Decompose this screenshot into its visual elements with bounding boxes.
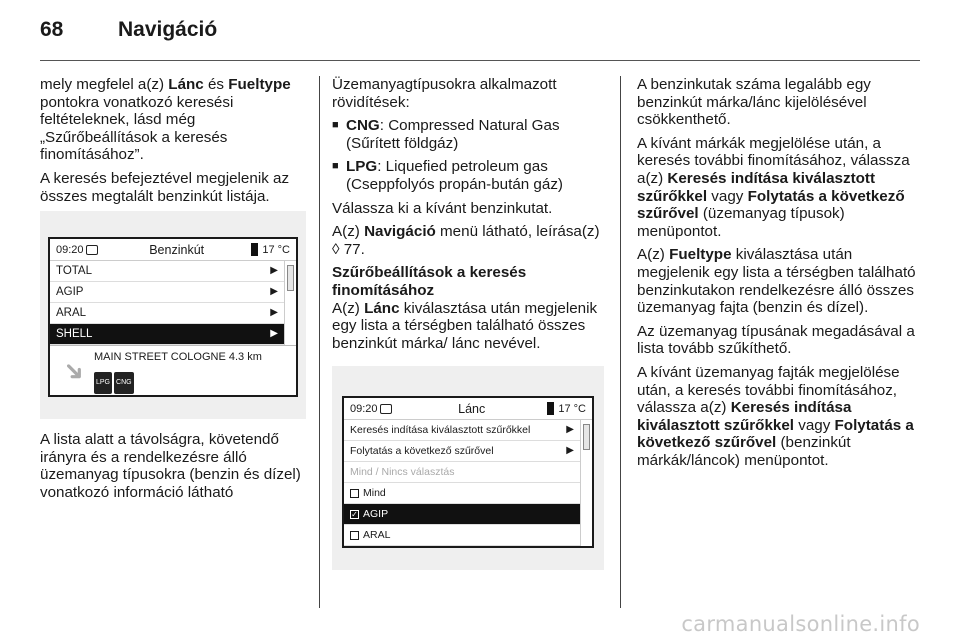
status-bar — [344, 398, 592, 420]
bullet-cng: ■ CNG: Compressed Natural Gas (Sűrített földgáz) — [332, 117, 560, 152]
scrollbar-thumb[interactable] — [583, 424, 590, 450]
screen-title: Benzinkút — [149, 242, 205, 257]
screenshot-benzinkut — [40, 211, 306, 419]
start-filtered-search-item[interactable]: Keresés indítása kiválasztott szűrőkkel ▶ — [344, 420, 580, 441]
list-item[interactable]: TOTAL ▶ — [50, 261, 284, 282]
screenshot-lanc — [332, 366, 604, 570]
clock-icon — [86, 245, 98, 255]
header-divider — [40, 60, 920, 61]
watermark: carmanualsonline.info — [681, 612, 920, 636]
checkbox-checked-icon: ✓ — [351, 509, 358, 519]
chevron-right-icon: ▶ — [270, 307, 278, 319]
section-heading: Szűrőbeállítások a keresés finomításához — [332, 264, 527, 299]
clock-icon — [380, 404, 392, 414]
paragraph-select-station: Válassza ki a kívánt benzinkutat. — [332, 199, 553, 217]
station-address: MAIN STREET COLOGNE 4.3 km — [94, 351, 262, 364]
list-item-selected[interactable]: SHELL ▶ — [50, 324, 284, 345]
screen-title: Lánc — [458, 401, 486, 416]
paragraph-fuel-select: A kívánt üzemanyag fajták megjelölése után, a keresés további finomításához, válassza a(z) Keresés indítása kiválasztott szűrőkkel vagy Folytatás a következő szűrővel (benzinkút márkák/láncok) menüpontot. — [637, 363, 914, 469]
chevron-right-icon: ▶ — [566, 445, 574, 457]
clock-time: 09:20 — [56, 243, 84, 256]
page-number: 68 — [40, 18, 64, 41]
paragraph-narrow: Az üzemanyag típusának megadásával a lista tovább szűkíthető. — [637, 322, 915, 358]
phone-icon — [251, 243, 258, 256]
continue-next-filter-item[interactable]: Folytatás a következő szűrővel ▶ — [344, 441, 580, 462]
column-divider — [319, 76, 320, 608]
temperature: 17 °C — [558, 402, 586, 415]
checkbox-item-aral[interactable]: ARAL — [344, 525, 580, 546]
paragraph-fueltype: A(z) Fueltype kiválasztása után megjelenik egy lista a térségben található benzinkutakon rendelkezésre álló összes üzemanyag fajta (benzin és dízel). — [637, 246, 916, 317]
temperature: 17 °C — [262, 243, 290, 256]
list-item[interactable]: AGIP ▶ — [50, 282, 284, 303]
phone-icon — [547, 402, 554, 415]
chevron-right-icon: ▶ — [270, 265, 278, 277]
checkbox-icon — [350, 489, 359, 498]
chevron-right-icon: ▶ — [270, 286, 278, 298]
paragraph-brand-select: A kívánt márkák megjelölése után, a keresés további finomításához, válassza a(z) Keresés indítása kiválasztott szűrőkkel vagy Folytatás a következő szűrővel (üzemanyag típusok) menüpontot. — [637, 134, 910, 240]
page-header — [40, 18, 217, 48]
display-lanc — [342, 396, 594, 548]
paragraph-nav-menu: A(z) Navigáció menü látható, leírása(z) ◊ 77. — [332, 223, 600, 258]
station-info — [50, 345, 296, 395]
lpg-badge: LPG — [94, 372, 112, 394]
list-item[interactable]: ARAL ▶ — [50, 303, 284, 324]
column-1 — [40, 76, 306, 508]
clock-time: 09:20 — [350, 402, 378, 415]
column-2 — [332, 76, 604, 582]
station-list — [50, 261, 284, 345]
cng-badge: CNG — [114, 372, 134, 394]
checkbox-item-mind[interactable]: Mind — [344, 483, 580, 504]
scrollbar[interactable] — [580, 420, 592, 546]
checkbox-icon — [350, 531, 359, 540]
paragraph-abbrev-intro: Üzemanyagtípusokra alkalmazott rövidítések: — [332, 76, 557, 111]
display-benzinkut — [48, 237, 298, 397]
paragraph-lanc: A(z) Lánc kiválasztása után megjelenik egy lista a térségben található összes benzinkút márka/ lánc nevével. — [332, 299, 598, 352]
scrollbar[interactable] — [284, 261, 296, 345]
paragraph-search-result: A keresés befejeztével megjelenik az összes megtalált benzinkút listája. — [40, 169, 290, 205]
direction-arrow-icon: ➜ — [56, 352, 94, 389]
bullet-lpg: ■ LPG: Liquefied petroleum gas (Cseppfolyós propán-bután gáz) — [332, 158, 563, 193]
status-bar — [50, 239, 296, 261]
paragraph-reduce: A benzinkutak száma legalább egy benzinkút márka/lánc kijelölésével csökkenthető. — [637, 76, 871, 129]
all-none-item: Mind / Nincs választás — [344, 462, 580, 483]
scrollbar-thumb[interactable] — [287, 265, 294, 291]
filter-list — [344, 420, 580, 546]
chevron-right-icon: ▶ — [270, 328, 278, 340]
checkbox-item-agip[interactable]: ✓ AGIP — [344, 504, 580, 525]
paragraph-list-info: A lista alatt a távolságra, követendő irányra és a rendelkezésre álló üzemanyag típusokra (benzin és dízel) vonatkozó információ látható — [40, 431, 301, 501]
paragraph-filter-intro: mely megfelel a(z) Lánc és Fueltype pontokra vonatkozó keresési feltételeknek, lásd még „Szűrőbeállítások a keresés finomításához”. — [40, 76, 291, 164]
chevron-right-icon: ▶ — [566, 424, 574, 436]
column-3 — [637, 76, 922, 475]
page-title: Navigáció — [118, 18, 218, 41]
column-divider — [620, 76, 621, 608]
